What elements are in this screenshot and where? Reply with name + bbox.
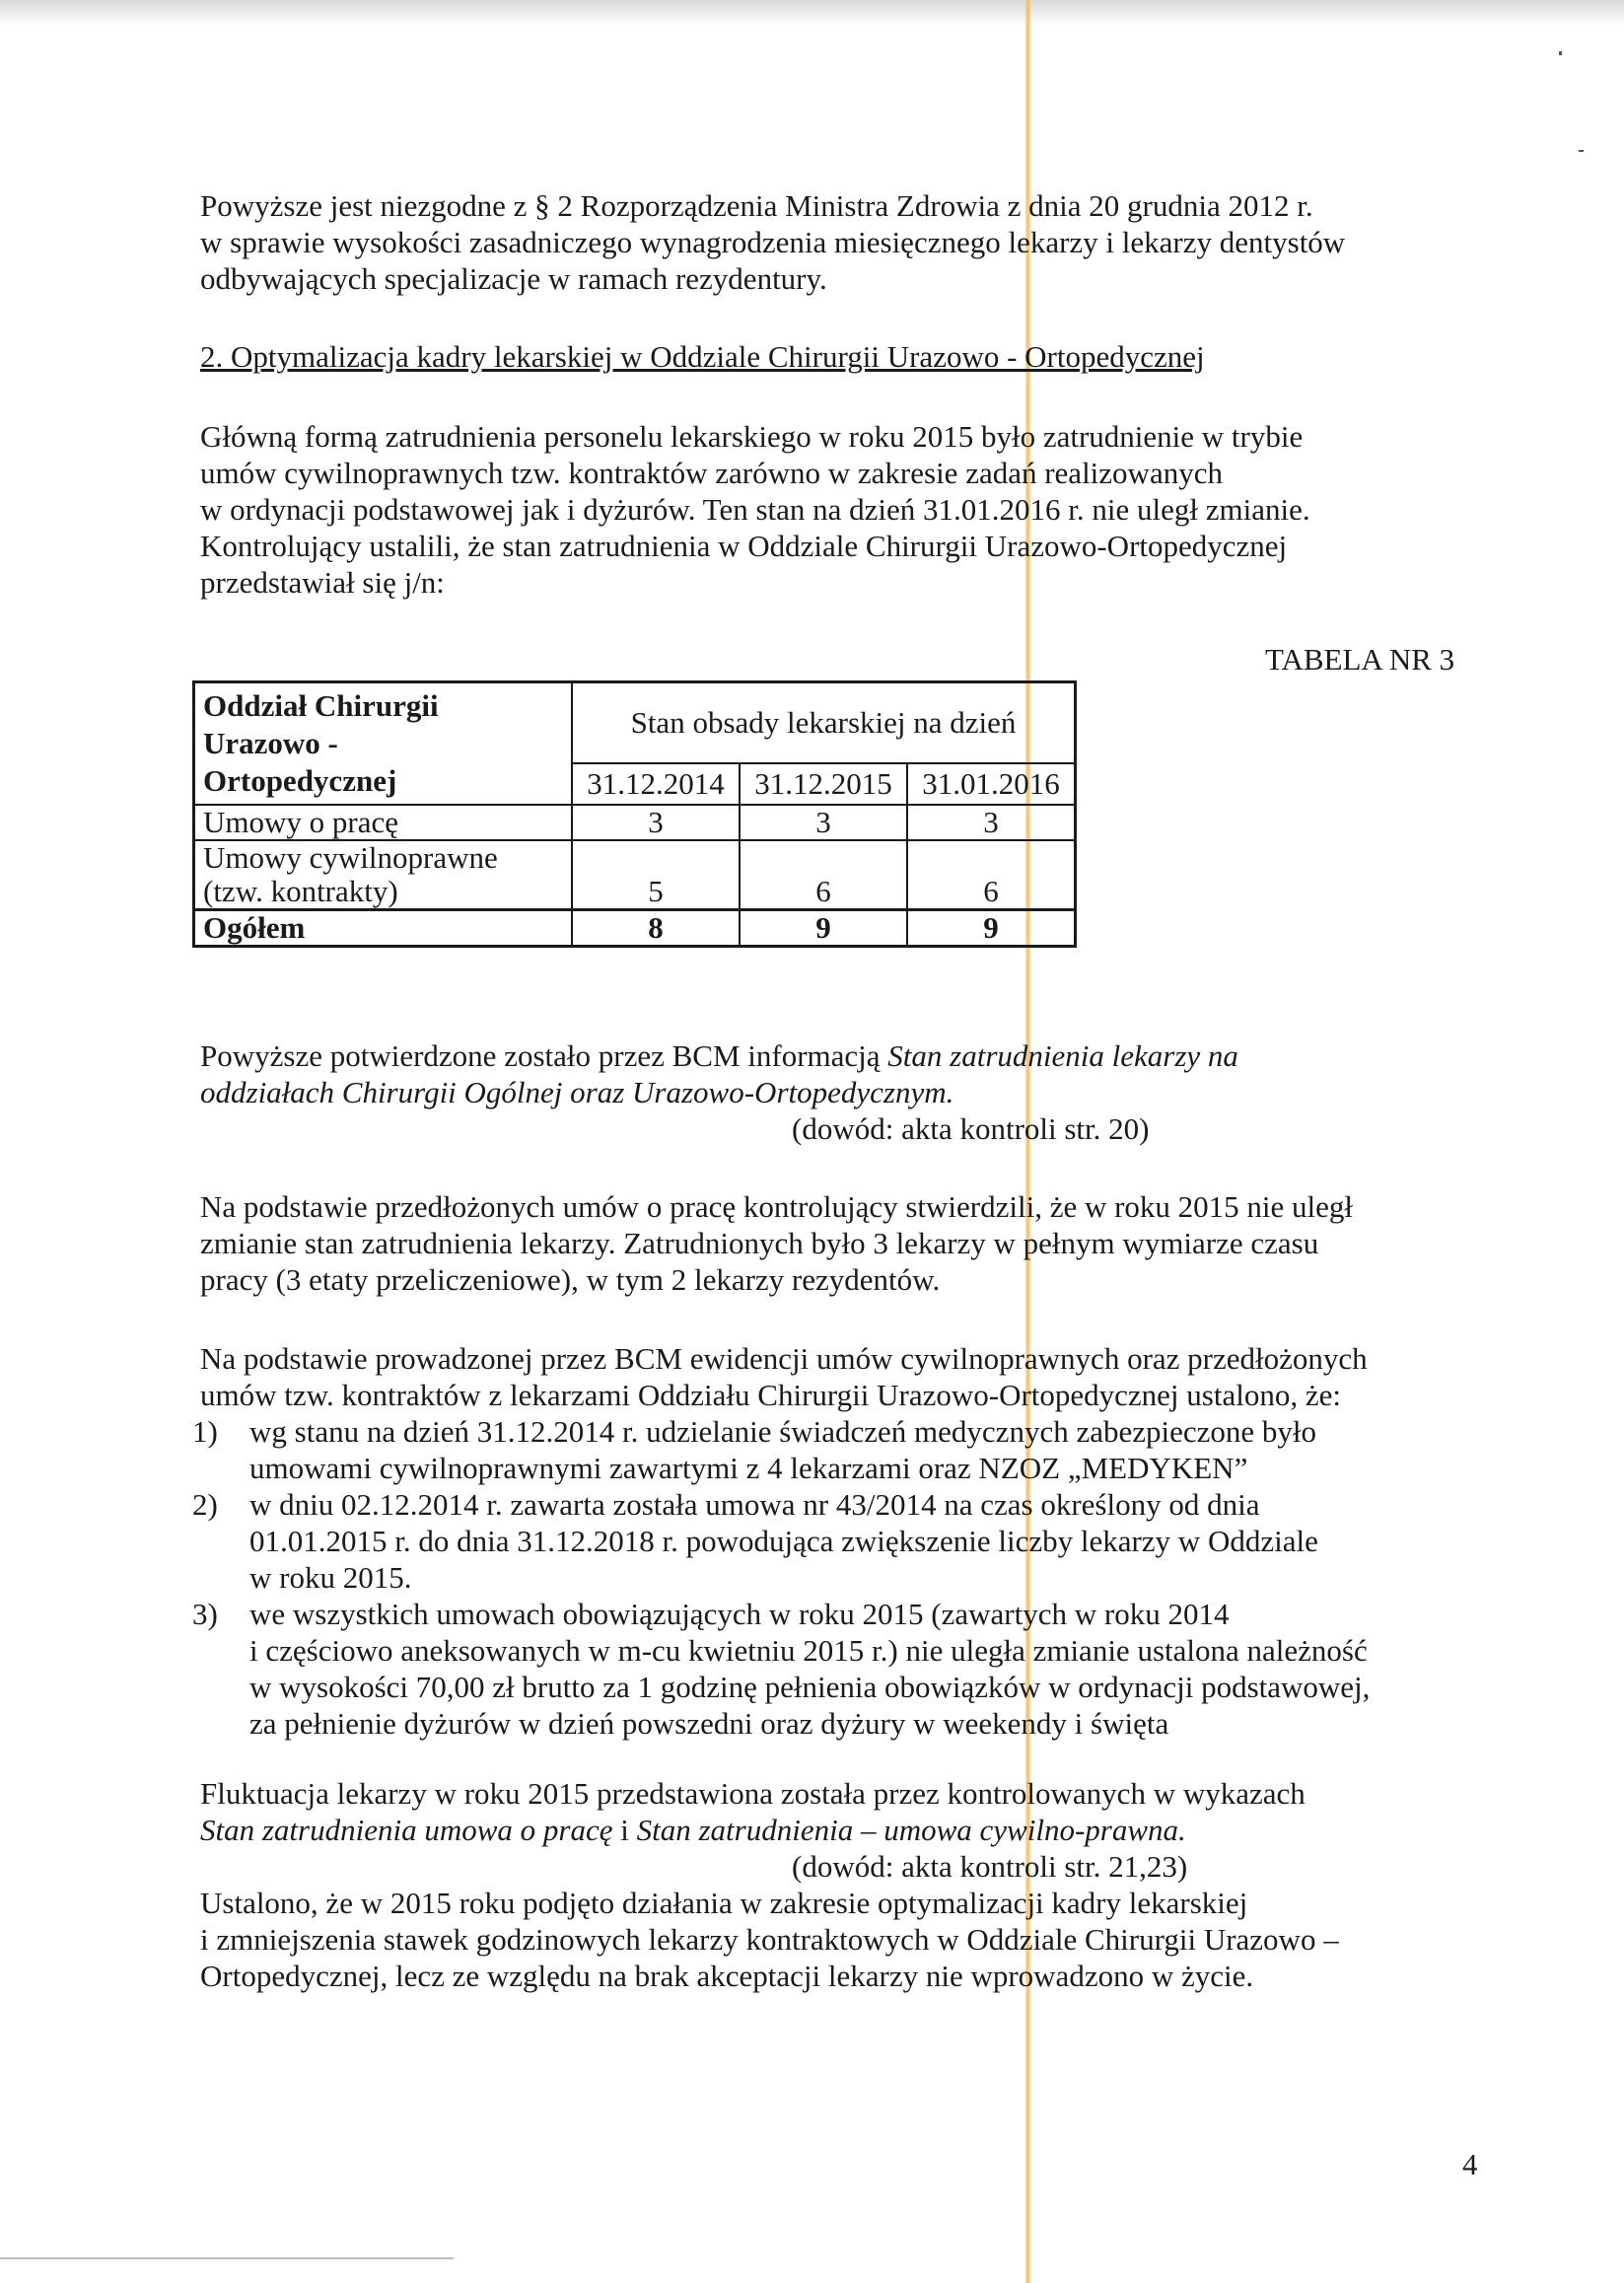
paragraph-line bbox=[200, 1037, 1238, 1074]
paragraph-line: przedstawiał się j/n: bbox=[200, 565, 445, 600]
list-line: w wysokości 70,00 zł brutto za 1 godzinę pełnienia obowiązków w ordynacji podstawowej, bbox=[249, 1670, 1371, 1704]
text-italic: Stan zatrudnienia lekarzy na bbox=[887, 1038, 1238, 1073]
list-line: w roku 2015. bbox=[249, 1560, 412, 1595]
evidence-note: (dowód: akta kontroli str. 20) bbox=[792, 1111, 1150, 1146]
table-header-date: 31.01.2016 bbox=[907, 763, 1076, 805]
list-line: w dniu 02.12.2014 r. zawarta została umowa nr 43/2014 na czas określony od dnia bbox=[249, 1487, 1260, 1522]
header-label-line: Ortopedycznej bbox=[203, 763, 397, 798]
list-item bbox=[192, 1596, 1370, 1742]
paragraph-line: Powyższe jest niezgodne z § 2 Rozporządzenia Ministra Zdrowia z dnia 20 grudnia 2012 r. bbox=[200, 188, 1313, 223]
list-item bbox=[192, 1486, 1370, 1596]
text-italic: Stan zatrudnienia – umowa cywilno-prawna. bbox=[636, 1813, 1186, 1847]
cell-value: 6 bbox=[907, 840, 1076, 910]
paragraph-line: odbywających specjalizacje w ramach rezydentury. bbox=[200, 261, 827, 296]
table-header-span: Stan obsady lekarskiej na dzień bbox=[572, 682, 1076, 764]
evidence-note: (dowód: akta kontroli str. 21,23) bbox=[792, 1849, 1188, 1884]
text-normal: i bbox=[612, 1813, 637, 1847]
list-line: we wszystkich umowach obowiązujących w roku 2015 (zawartych w roku 2014 bbox=[249, 1597, 1230, 1631]
paragraph-line bbox=[200, 1812, 1186, 1848]
list-line: i częściowo aneksowanych w m-cu kwietniu 2015 r.) nie uległa zmianie ustalona należność bbox=[249, 1633, 1368, 1668]
total-value: 9 bbox=[907, 910, 1076, 947]
paragraph-line: Na podstawie prowadzonej przez BCM ewidencji umów cywilnoprawnych oraz przedłożonych bbox=[200, 1341, 1368, 1376]
numbered-list bbox=[192, 1413, 1370, 1742]
list-number: 1) bbox=[192, 1414, 218, 1449]
scan-edge-bottom bbox=[0, 2257, 454, 2259]
table-total-row bbox=[194, 910, 1076, 947]
table-header-label bbox=[194, 682, 573, 806]
list-line: umowami cywilnoprawnymi zawartymi z 4 lekarzami oraz NZOZ „MEDYKEN” bbox=[249, 1451, 1248, 1485]
total-value: 9 bbox=[740, 910, 907, 947]
section-number-title: 2. Optymalizacja kadry lekarskiej w Oddziale Chirurgii Urazowo - Ortopedycznej bbox=[200, 339, 1205, 374]
paragraph-line: umów cywilnoprawnych tzw. kontraktów zarówno w zakresie zadań realizowanych bbox=[200, 456, 1223, 490]
list-line: wg stanu na dzień 31.12.2014 r. udzielanie świadczeń medycznych zabezpieczone było bbox=[249, 1414, 1317, 1449]
paragraph-line: i zmniejszenia stawek godzinowych lekarzy kontraktowych w Oddziale Chirurgii Urazowo – bbox=[200, 1922, 1339, 1957]
table-row bbox=[194, 840, 1076, 910]
table-header-date: 31.12.2014 bbox=[572, 763, 740, 805]
table-header-date: 31.12.2015 bbox=[740, 763, 907, 805]
list-number: 3) bbox=[192, 1597, 218, 1631]
list-line: 01.01.2015 r. do dnia 31.12.2018 r. powodująca zwiększenie liczby lekarzy w Oddziale bbox=[249, 1524, 1318, 1558]
table-row bbox=[194, 805, 1076, 840]
paragraph-line: pracy (3 etaty przeliczeniowe), w tym 2 lekarzy rezydentów. bbox=[200, 1262, 941, 1297]
list-line: za pełnienie dyżurów w dzień powszedni oraz dyżury w weekendy i święta bbox=[249, 1706, 1169, 1741]
row-label bbox=[194, 840, 573, 910]
row-label-line: (tzw. kontrakty) bbox=[203, 874, 398, 908]
header-label-line: Urazowo - bbox=[203, 726, 338, 760]
paragraph-line: Główną formą zatrudnienia personelu lekarskiego w roku 2015 było zatrudnienie w trybie bbox=[200, 419, 1304, 454]
staffing-table bbox=[192, 680, 1077, 948]
text-italic: Stan zatrudnienia umowa o pracę bbox=[200, 1813, 613, 1847]
total-value: 8 bbox=[572, 910, 740, 947]
paragraph-line: Ortopedycznej, lecz ze względu na brak akceptacji lekarzy nie wprowadzono w życie. bbox=[200, 1959, 1254, 1993]
scan-shadow-top bbox=[0, 0, 1624, 26]
scan-speck bbox=[1559, 51, 1562, 55]
total-label: Ogółem bbox=[194, 910, 573, 947]
cell-value: 5 bbox=[572, 840, 740, 910]
page-number: 4 bbox=[1462, 2147, 1478, 2181]
paragraph-line: oddziałach Chirurgii Ogólnej oraz Urazowo-Ortopedycznym. bbox=[200, 1075, 954, 1109]
cell-value: 3 bbox=[740, 805, 907, 840]
paragraph-line: Ustalono, że w 2015 roku podjęto działania w zakresie optymalizacji kadry lekarskiej bbox=[200, 1886, 1248, 1920]
paragraph-line: zmianie stan zatrudnienia lekarzy. Zatrudnionych było 3 lekarzy w pełnym wymiarze czasu bbox=[200, 1226, 1319, 1260]
cell-value: 6 bbox=[740, 840, 907, 910]
list-number: 2) bbox=[192, 1487, 218, 1522]
paragraph-line: Kontrolujący ustalili, że stan zatrudnienia w Oddziale Chirurgii Urazowo-Ortopedycznej bbox=[200, 529, 1288, 563]
paragraph-line: w sprawie wysokości zasadniczego wynagrodzenia miesięcznego lekarzy i lekarzy dentystów bbox=[200, 225, 1346, 259]
cell-value: 3 bbox=[907, 805, 1076, 840]
section-heading bbox=[200, 338, 1205, 375]
paragraph-line: w ordynacji podstawowej jak i dyżurów. Ten stan na dzień 31.01.2016 r. nie uległ zmianie. bbox=[200, 492, 1310, 527]
list-item bbox=[192, 1413, 1370, 1486]
header-label-line: Oddział Chirurgii bbox=[203, 688, 439, 723]
paragraph-line: Fluktuacja lekarzy w roku 2015 przedstawiona została przez kontrolowanych w wykazach bbox=[200, 1776, 1306, 1811]
scan-speck bbox=[1579, 150, 1584, 152]
row-label: Umowy o pracę bbox=[194, 805, 573, 840]
paragraph-line: Na podstawie przedłożonych umów o pracę kontrolujący stwierdzili, że w roku 2015 nie uległ bbox=[200, 1189, 1354, 1224]
cell-value: 3 bbox=[572, 805, 740, 840]
row-label-line: Umowy cywilnoprawne bbox=[203, 840, 498, 875]
paragraph-line: umów tzw. kontraktów z lekarzami Oddziału Chirurgii Urazowo-Ortopedycznej ustalono, że: bbox=[200, 1378, 1341, 1412]
table-caption: TABELA NR 3 bbox=[1265, 642, 1455, 677]
text-normal: Powyższe potwierdzone zostało przez BCM informacją bbox=[200, 1038, 888, 1073]
